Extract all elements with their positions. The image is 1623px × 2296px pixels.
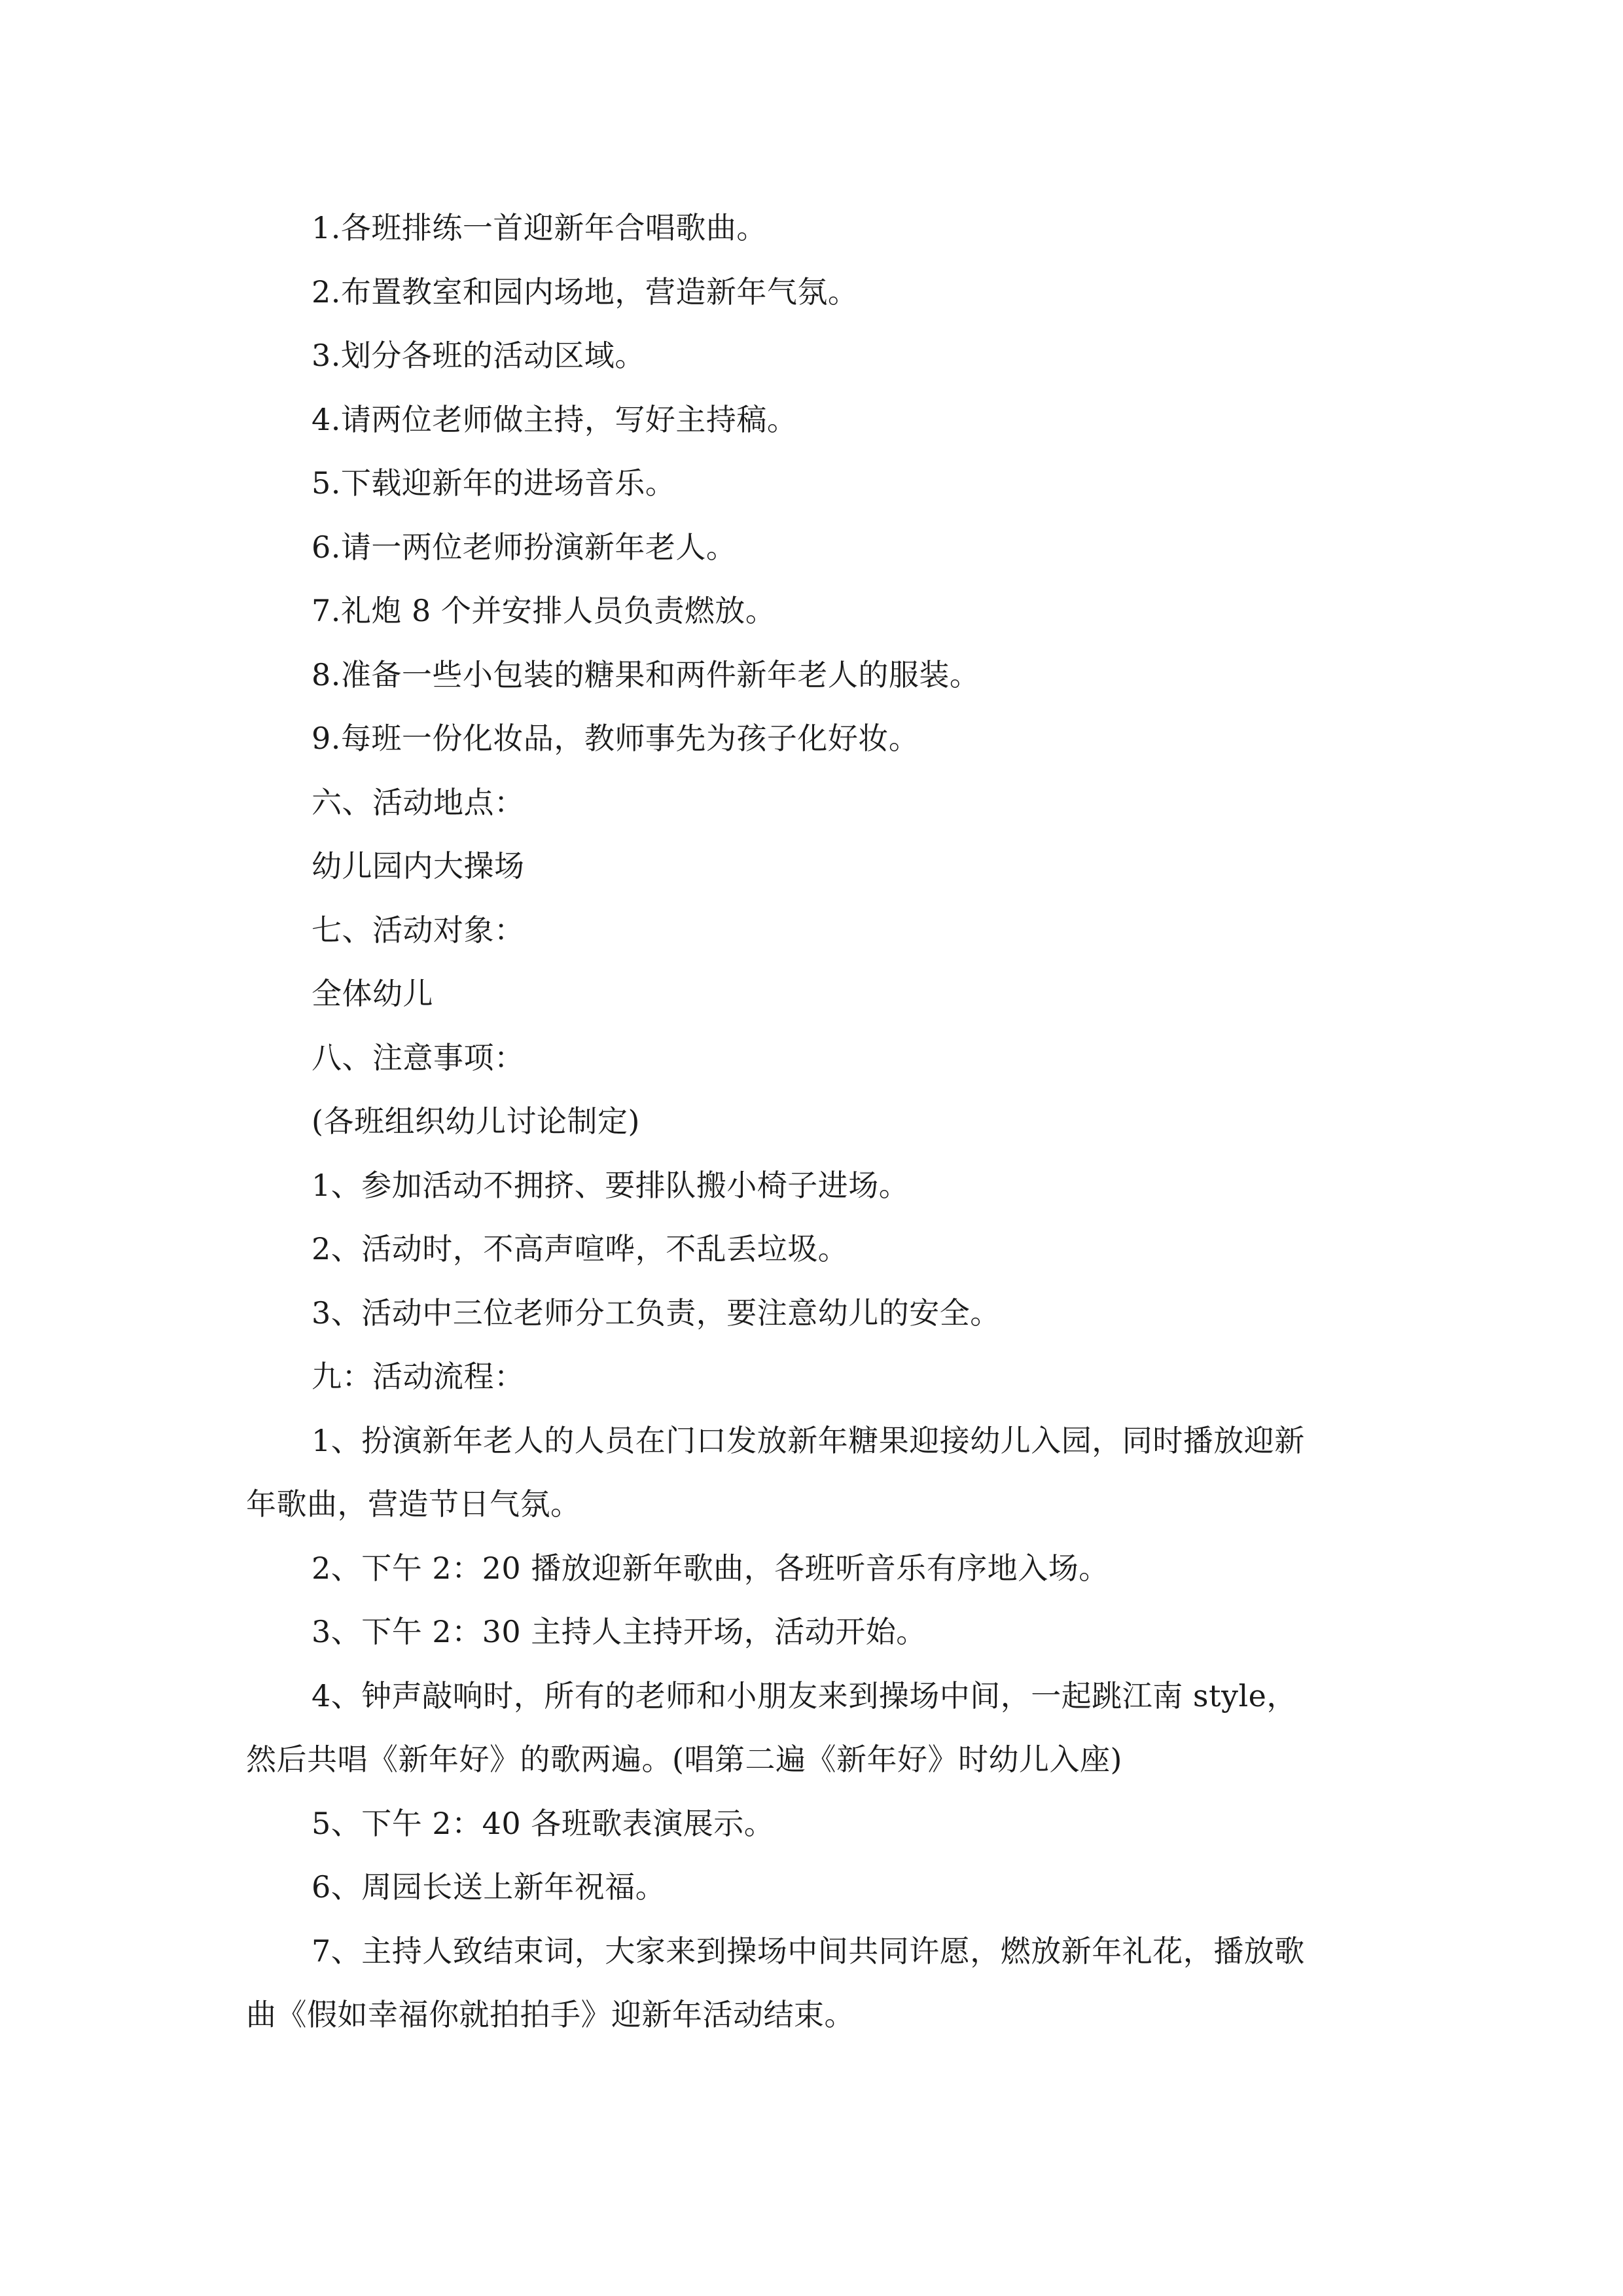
list-item-process-1: 1、扮演新年老人的人员在门口发放新年糖果迎接幼儿入园，同时播放迎新 — [312, 1422, 1305, 1458]
paragraph-location: 幼儿园内大操场 — [312, 848, 525, 884]
list-item-prep-3: 3.划分各班的活动区域。 — [312, 338, 645, 373]
section-heading-process: 九：活动流程： — [312, 1359, 525, 1394]
list-item-prep-9: 9.每班一份化妆品，教师事先为孩子化好妆。 — [312, 721, 919, 756]
list-item-process-4-continued: 然后共唱《新年好》的歌两遍。(唱第二遍《新年好》时幼儿入座) — [246, 1742, 1122, 1777]
section-heading-location: 六、活动地点： — [312, 784, 525, 820]
list-item-prep-2: 2.布置教室和园内场地，营造新年气氛。 — [312, 274, 859, 310]
list-item-prep-7: 7.礼炮 8 个并安排人员负责燃放。 — [312, 593, 776, 628]
list-item-note-3: 3、活动中三位老师分工负责，要注意幼儿的安全。 — [312, 1295, 1001, 1331]
list-item-prep-6: 6.请一两位老师扮演新年老人。 — [312, 529, 737, 565]
list-item-prep-1: 1.各班排练一首迎新年合唱歌曲。 — [312, 210, 767, 245]
list-item-process-4: 4、钟声敲响时，所有的老师和小朋友来到操场中间，一起跳江南 style， — [312, 1677, 1297, 1713]
section-heading-audience: 七、活动对象： — [312, 912, 525, 948]
list-item-process-7-continued: 曲《假如幸福你就拍拍手》迎新年活动结束。 — [246, 1997, 855, 2032]
list-item-process-6: 6、周园长送上新年祝福。 — [312, 1869, 666, 1905]
list-item-prep-5: 5.下载迎新年的进场音乐。 — [312, 465, 676, 501]
document-body — [246, 196, 1382, 2047]
list-item-prep-8: 8.准备一些小包装的糖果和两件新年老人的服装。 — [312, 656, 980, 692]
list-item-note-2: 2、活动时，不高声喧哗，不乱丢垃圾。 — [312, 1231, 849, 1266]
list-item-note-1: 1、参加活动不拥挤、要排队搬小椅子进场。 — [312, 1167, 910, 1203]
list-item-prep-4: 4.请两位老师做主持，写好主持稿。 — [312, 401, 798, 437]
list-item-process-5: 5、下午 2：40 各班歌表演展示。 — [312, 1805, 775, 1841]
list-item-process-3: 3、下午 2：30 主持人主持开场，活动开始。 — [312, 1614, 927, 1649]
paragraph-notes-intro: (各班组织幼儿讨论制定) — [312, 1103, 640, 1139]
paragraph-audience: 全体幼儿 — [312, 976, 433, 1011]
list-item-process-1-continued: 年歌曲，营造节日气氛。 — [246, 1486, 581, 1522]
list-item-process-2: 2、下午 2：20 播放迎新年歌曲，各班听音乐有序地入场。 — [312, 1550, 1109, 1586]
list-item-process-7: 7、主持人致结束词，大家来到操场中间共同许愿，燃放新年礼花，播放歌 — [312, 1933, 1305, 1969]
section-heading-notes: 八、注意事项： — [312, 1039, 525, 1075]
